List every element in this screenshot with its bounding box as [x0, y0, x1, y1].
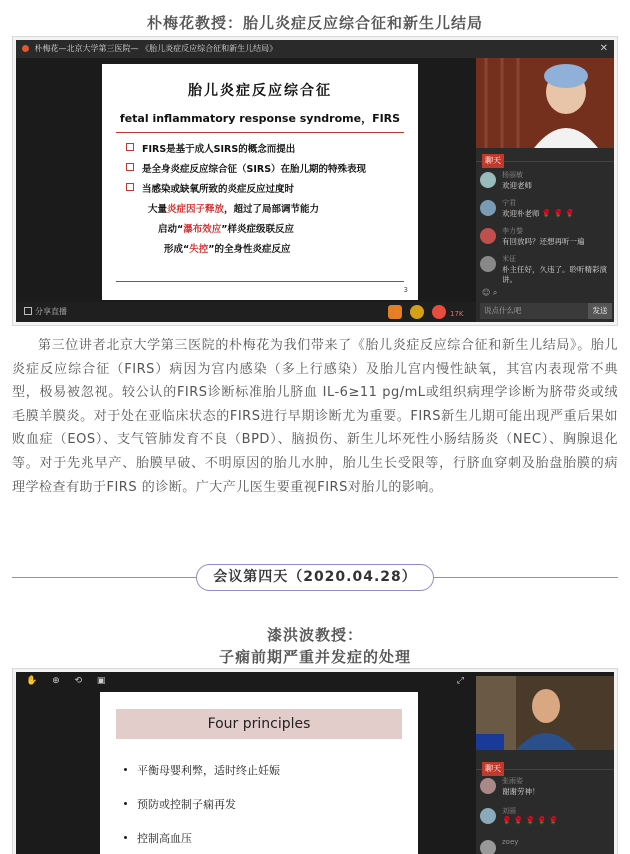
- chat-message: 宁君 欢迎朴老师 🌹 🌹 🌹: [480, 198, 612, 224]
- article-paragraph: 第三位讲者北京大学第三医院的朴梅花为我们带来了《胎儿炎症反应综合征和新生儿结局》。胎儿炎症反应综合征（FIRS）病因为宫内感染（多上行感染）及胎儿宫内慢性缺氧，其宫内表现常不典型，极易被忽视。较公认的FIRS诊断标准胎儿脐血 IL-6≥11 pg/mL或组织病理学诊断为脐带炎或绒毛膜羊膜炎。对于处在亚临床状态的FIRS进行早期诊断尤为重要。FIRS新生儿期可能出现严重后果如败血症（EOS）、支气管肺发育不良（BPD）、脑损伤、新生儿坏死性小肠结肠炎（NEC）、胸腺退化等。对于先兆早产、胎膜早破、不明原因的胎儿水肿，胎儿生长受限等，行脐血穿刺及胎盘胎膜的病理学检查有助于FIRS 的诊断。广大产儿医生要重视FIRS对胎儿的影响。: [12, 338, 618, 495]
- section2-caption-topic: 子痫前期严重并发症的处理: [218, 648, 411, 666]
- avatar: [480, 228, 496, 244]
- section2-caption-speaker: 漆洪波教授：: [266, 626, 363, 644]
- video-player: [16, 40, 614, 322]
- chat-message: zoey: [480, 838, 612, 854]
- share-icon[interactable]: [24, 307, 32, 315]
- livestream-screenshot-2: [12, 668, 618, 854]
- window-title: 朴梅花—北京大学第三医院— 《胎儿炎症反应综合征和新生儿结局》: [34, 44, 278, 53]
- player-bottombar: [16, 302, 476, 322]
- slide-bullet: FIRS是基于成人SIRS的概念而提出: [126, 141, 418, 155]
- chat-message: 张雨姿 谢谢劳神！: [480, 776, 612, 802]
- video-player: [16, 672, 614, 854]
- avatar: [480, 200, 496, 216]
- like-count: 17K: [450, 310, 464, 318]
- send-button[interactable]: 发送: [588, 303, 612, 319]
- avatar: [480, 840, 496, 854]
- slide-bullet: 控制高血压: [124, 830, 192, 846]
- tab-chat[interactable]: 聊天: [482, 154, 504, 168]
- slide-heading: Four principles: [116, 709, 402, 739]
- chat-message: 杨丽敏 欢迎老师: [480, 170, 612, 196]
- presentation-slide: [102, 64, 418, 300]
- slide-bullet: 是全身炎症反应综合征（SIRS）在胎儿期的特殊表现: [126, 161, 418, 175]
- like-heart-icon[interactable]: [432, 305, 446, 319]
- slide-subpoint: 启动“瀑布效应”样炎症级联反应: [158, 224, 295, 235]
- slide-page-number: 3: [403, 286, 408, 294]
- slide-bullet: 预防或控制子痫再发: [124, 796, 236, 812]
- chat-tabs: [476, 756, 614, 773]
- player-toolbar-icons[interactable]: ✋ ⊕ ⟲ ▣: [26, 676, 112, 686]
- speaker-video-feed: [476, 676, 614, 750]
- tab-chat[interactable]: 聊天: [482, 762, 504, 776]
- presentation-slide: [100, 692, 418, 854]
- livestream-screenshot-1: [12, 36, 618, 326]
- slide-title-cn: 胎儿炎症反应综合征: [188, 83, 332, 99]
- slide-subpoint: 大量炎症因子释放，超过了局部调节能力: [148, 204, 320, 215]
- speaker-portrait-image: [476, 676, 614, 750]
- section1-caption: 朴梅花教授：胎儿炎症反应综合征和新生儿结局: [146, 14, 483, 32]
- divider-line-right: [434, 577, 618, 578]
- chat-sidepanel: [476, 676, 614, 854]
- chat-input[interactable]: 说点什么吧: [480, 303, 588, 319]
- slide-bullet: 平衡母婴利弊，适时终止妊娠: [124, 762, 280, 778]
- slide-bullet: 当感染或缺氧所致的炎症反应过度时: [126, 181, 418, 195]
- share-live-link[interactable]: 分享直播: [35, 307, 67, 316]
- gift-icon[interactable]: [388, 305, 402, 319]
- chat-message: 刘丽 🌹 🌹 🌹 🌹 🌹: [480, 806, 612, 832]
- close-icon[interactable]: ✕: [599, 43, 608, 54]
- speaker-portrait-image: [476, 58, 614, 148]
- meeting-day-label: 会议第四天（2020.04.28）: [196, 564, 434, 591]
- player-titlebar: [16, 40, 614, 58]
- chat-message: 米征 朴主任好，久违了。聆听精彩演 讲。: [480, 254, 612, 290]
- emoji-icon[interactable]: ☺ ⌕: [482, 288, 498, 297]
- avatar: [480, 778, 496, 794]
- reward-icon[interactable]: [410, 305, 424, 319]
- slide-title-en: fetal inflammatory response syndrome，FIRS: [119, 112, 401, 125]
- avatar: [480, 808, 496, 824]
- avatar: [480, 256, 496, 272]
- slide-bottom-line: [116, 281, 404, 282]
- expand-icon[interactable]: ⤢: [456, 676, 464, 686]
- slide-divider: [116, 132, 404, 133]
- divider-line-left: [12, 577, 196, 578]
- speaker-video-feed: [476, 58, 614, 148]
- chat-message: 李力黎 有回放吗？还想再听一遍: [480, 226, 612, 252]
- app-logo-icon: [22, 45, 29, 52]
- chat-input-row: [476, 300, 614, 322]
- avatar: [480, 172, 496, 188]
- chat-sidepanel: [476, 58, 614, 322]
- slide-subpoint: 形成“失控”的全身性炎症反应: [164, 244, 291, 255]
- chat-tabs: [476, 148, 614, 165]
